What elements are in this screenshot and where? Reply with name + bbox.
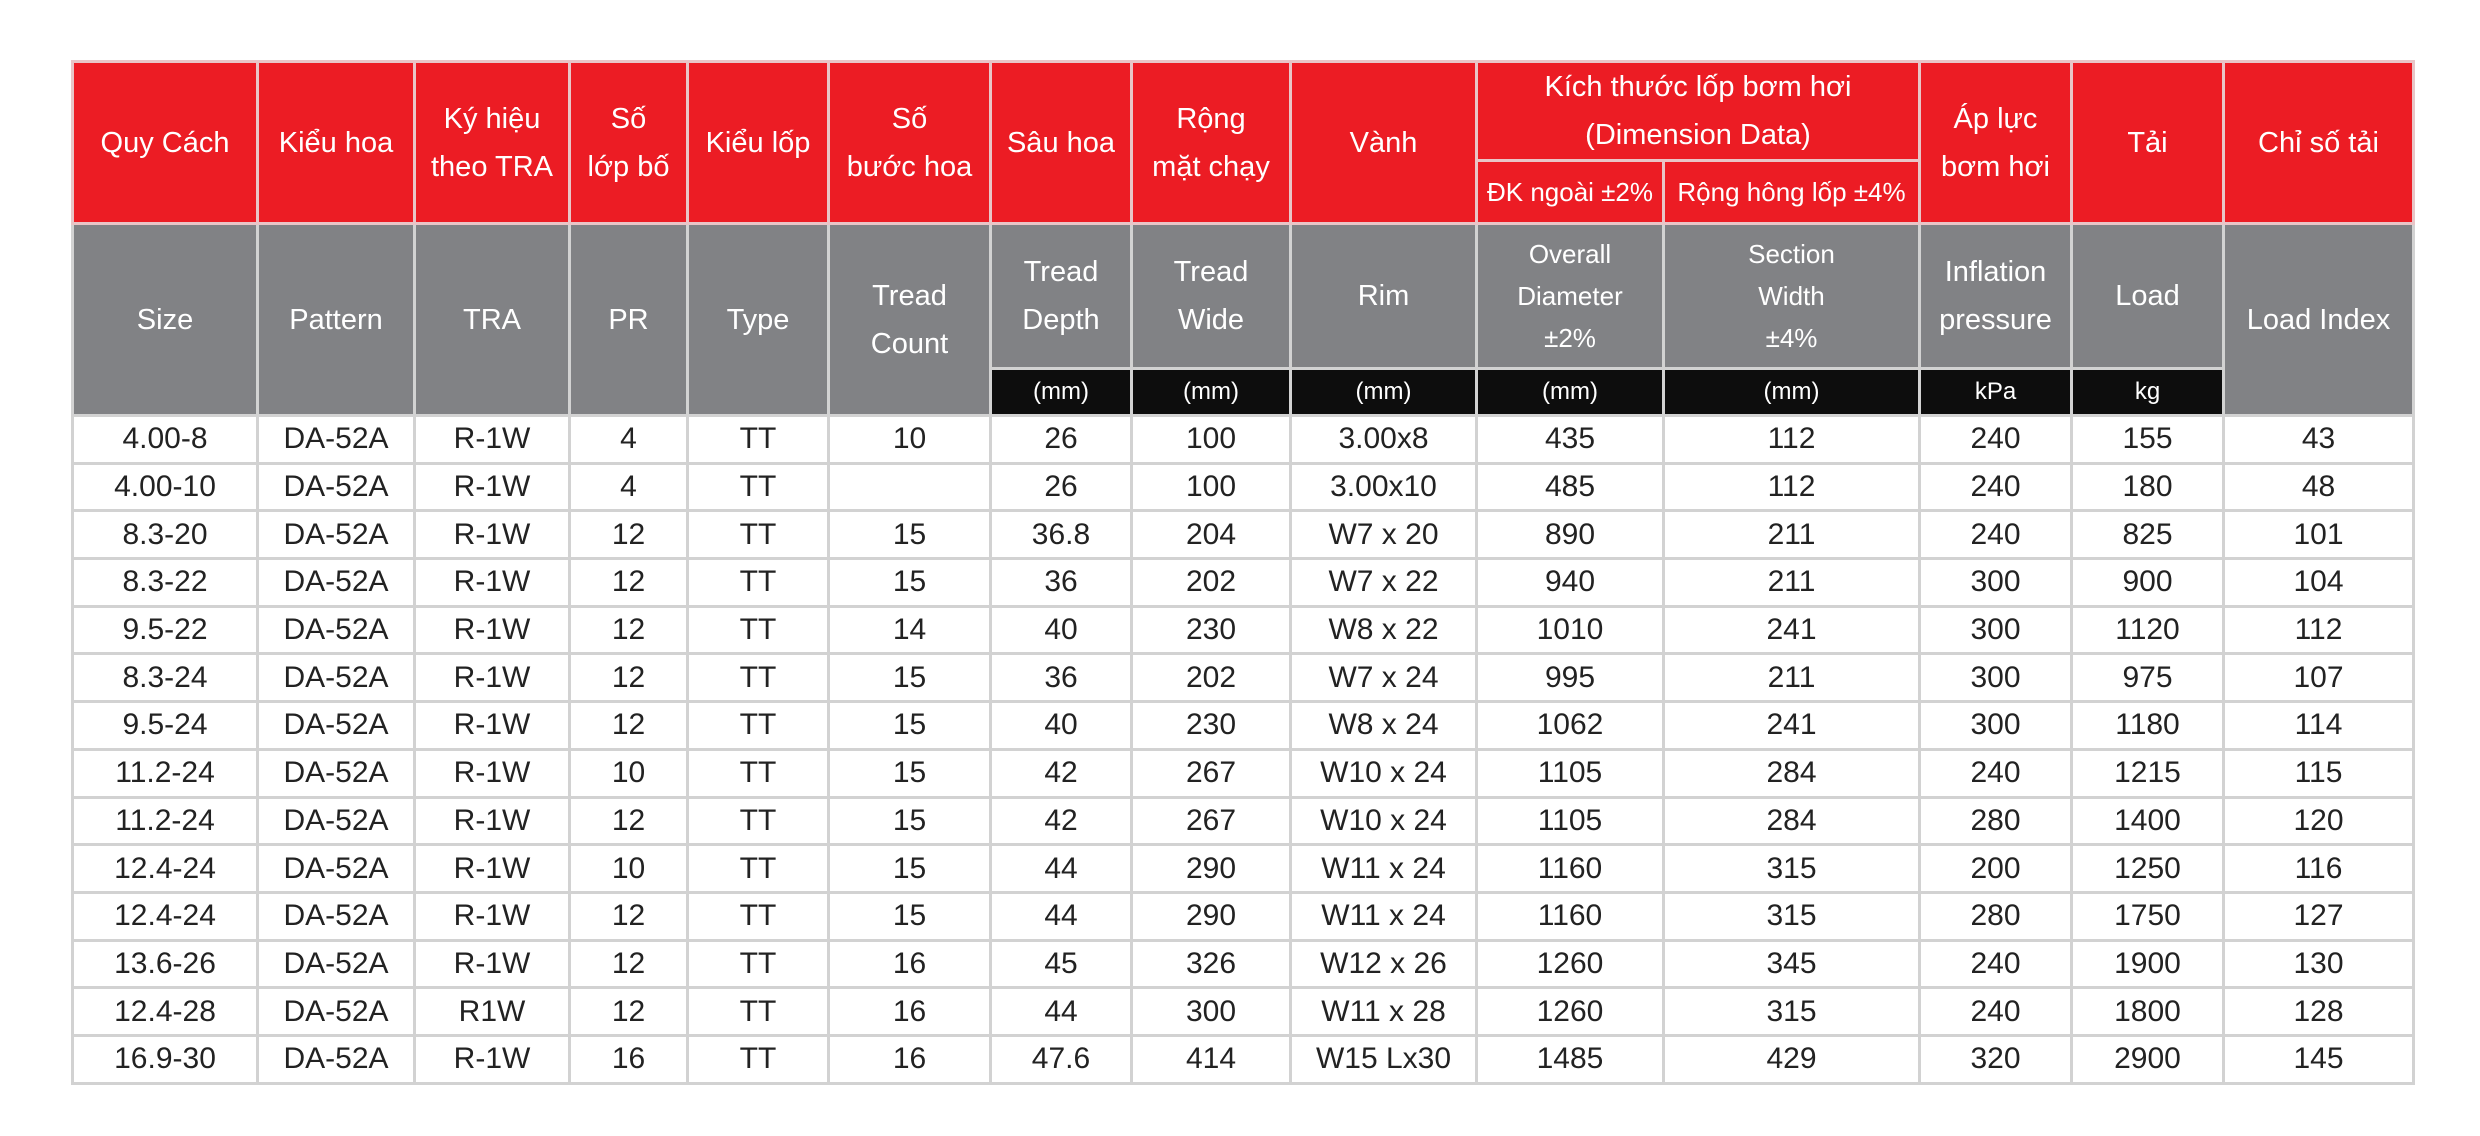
- cell-tra: R-1W: [415, 559, 570, 607]
- cell-tread-wide: 326: [1132, 940, 1291, 988]
- cell-tread-count: 16: [829, 988, 991, 1036]
- cell-tread-depth: 36: [991, 654, 1132, 702]
- header-row-vi: [73, 62, 2414, 161]
- table-row: [73, 654, 2414, 702]
- cell-tra: R-1W: [415, 749, 570, 797]
- cell-tread-count: 15: [829, 797, 991, 845]
- cell-type: TT: [688, 797, 829, 845]
- cell-rim: W8 x 24: [1291, 702, 1477, 750]
- cell-size: 8.3-20: [73, 511, 258, 559]
- cell-pr: 10: [570, 749, 688, 797]
- header-en-tread-wide: Tread Wide: [1132, 224, 1291, 369]
- cell-rim: W7 x 20: [1291, 511, 1477, 559]
- cell-pr: 12: [570, 606, 688, 654]
- cell-inflation: 300: [1920, 559, 2072, 607]
- table-row: [73, 463, 2414, 511]
- cell-section-width: 315: [1664, 845, 1920, 893]
- cell-tread-wide: 290: [1132, 845, 1291, 893]
- cell-pattern: DA-52A: [258, 702, 415, 750]
- cell-section-width: 284: [1664, 797, 1920, 845]
- cell-load-index: 130: [2224, 940, 2414, 988]
- cell-overall-diameter: 1160: [1477, 892, 1664, 940]
- table-row: [73, 559, 2414, 607]
- table-row: [73, 606, 2414, 654]
- cell-load: 180: [2072, 463, 2224, 511]
- header-vi-inflation: Áp lực bơm hơi: [1920, 62, 2072, 224]
- table-row: [73, 988, 2414, 1036]
- cell-overall-diameter: 1010: [1477, 606, 1664, 654]
- cell-size: 8.3-22: [73, 559, 258, 607]
- cell-pattern: DA-52A: [258, 559, 415, 607]
- cell-pr: 4: [570, 463, 688, 511]
- cell-rim: W7 x 22: [1291, 559, 1477, 607]
- cell-type: TT: [688, 892, 829, 940]
- cell-load-index: 120: [2224, 797, 2414, 845]
- table-row: [73, 1035, 2414, 1083]
- cell-rim: 3.00x10: [1291, 463, 1477, 511]
- cell-pattern: DA-52A: [258, 988, 415, 1036]
- cell-tread-count: 16: [829, 940, 991, 988]
- header-vi-type: Kiểu lốp: [688, 62, 829, 224]
- cell-type: TT: [688, 845, 829, 893]
- cell-inflation: 240: [1920, 940, 2072, 988]
- cell-overall-diameter: 1485: [1477, 1035, 1664, 1083]
- cell-load: 900: [2072, 559, 2224, 607]
- table-row: [73, 511, 2414, 559]
- cell-load-index: 127: [2224, 892, 2414, 940]
- cell-tread-count: 15: [829, 511, 991, 559]
- header-en-pattern: Pattern: [258, 224, 415, 416]
- cell-overall-diameter: 995: [1477, 654, 1664, 702]
- cell-load: 825: [2072, 511, 2224, 559]
- cell-load-index: 114: [2224, 702, 2414, 750]
- cell-inflation: 320: [1920, 1035, 2072, 1083]
- cell-section-width: 429: [1664, 1035, 1920, 1083]
- cell-rim: W12 x 26: [1291, 940, 1477, 988]
- cell-load-index: 145: [2224, 1035, 2414, 1083]
- cell-pr: 12: [570, 940, 688, 988]
- cell-type: TT: [688, 463, 829, 511]
- cell-tra: R-1W: [415, 940, 570, 988]
- cell-tra: R-1W: [415, 463, 570, 511]
- cell-section-width: 315: [1664, 892, 1920, 940]
- header-vi-tread-count: Số bước hoa: [829, 62, 991, 224]
- cell-pr: 12: [570, 797, 688, 845]
- cell-tread-wide: 230: [1132, 606, 1291, 654]
- cell-type: TT: [688, 940, 829, 988]
- cell-pr: 12: [570, 988, 688, 1036]
- cell-tread-wide: 300: [1132, 988, 1291, 1036]
- cell-pr: 12: [570, 654, 688, 702]
- header-en-size: Size: [73, 224, 258, 416]
- header-vi-tra: Ký hiệu theo TRA: [415, 62, 570, 224]
- unit-overall-diameter: (mm): [1477, 369, 1664, 416]
- cell-load-index: 116: [2224, 845, 2414, 893]
- unit-load: kg: [2072, 369, 2224, 416]
- cell-tread-depth: 40: [991, 606, 1132, 654]
- table-row: [73, 797, 2414, 845]
- cell-size: 16.9-30: [73, 1035, 258, 1083]
- cell-tread-depth: 40: [991, 702, 1132, 750]
- cell-tread-wide: 100: [1132, 463, 1291, 511]
- cell-pattern: DA-52A: [258, 749, 415, 797]
- cell-tra: R-1W: [415, 702, 570, 750]
- cell-pattern: DA-52A: [258, 797, 415, 845]
- cell-section-width: 241: [1664, 606, 1920, 654]
- cell-tread-count: 15: [829, 654, 991, 702]
- cell-overall-diameter: 940: [1477, 559, 1664, 607]
- header-en-tread-depth: Tread Depth: [991, 224, 1132, 369]
- cell-overall-diameter: 1105: [1477, 749, 1664, 797]
- header-vi-size: Quy Cách: [73, 62, 258, 224]
- cell-tread-count: 15: [829, 749, 991, 797]
- cell-tread-wide: 290: [1132, 892, 1291, 940]
- cell-pattern: DA-52A: [258, 416, 415, 464]
- cell-tread-wide: 267: [1132, 797, 1291, 845]
- cell-pr: 4: [570, 416, 688, 464]
- cell-tread-depth: 45: [991, 940, 1132, 988]
- unit-tread-wide: (mm): [1132, 369, 1291, 416]
- cell-rim: W15 Lx30: [1291, 1035, 1477, 1083]
- cell-type: TT: [688, 416, 829, 464]
- cell-tread-wide: 267: [1132, 749, 1291, 797]
- cell-section-width: 211: [1664, 511, 1920, 559]
- cell-pr: 12: [570, 702, 688, 750]
- cell-tread-depth: 44: [991, 988, 1132, 1036]
- cell-tra: R-1W: [415, 845, 570, 893]
- cell-pattern: DA-52A: [258, 463, 415, 511]
- header-vi-section-width: Rộng hông lốp ±4%: [1664, 161, 1920, 224]
- cell-load-index: 43: [2224, 416, 2414, 464]
- cell-inflation: 280: [1920, 892, 2072, 940]
- cell-tread-depth: 36: [991, 559, 1132, 607]
- cell-size: 9.5-24: [73, 702, 258, 750]
- cell-load-index: 104: [2224, 559, 2414, 607]
- cell-tra: R-1W: [415, 511, 570, 559]
- header-en-section-width: Section Width ±4%: [1664, 224, 1920, 369]
- cell-load: 1215: [2072, 749, 2224, 797]
- cell-overall-diameter: 1260: [1477, 940, 1664, 988]
- cell-section-width: 241: [1664, 702, 1920, 750]
- cell-tread-depth: 42: [991, 797, 1132, 845]
- table-row: [73, 940, 2414, 988]
- cell-pattern: DA-52A: [258, 940, 415, 988]
- cell-load-index: 101: [2224, 511, 2414, 559]
- header-en-load: Load: [2072, 224, 2224, 369]
- cell-tread-count: 15: [829, 845, 991, 893]
- cell-type: TT: [688, 702, 829, 750]
- cell-type: TT: [688, 1035, 829, 1083]
- cell-inflation: 240: [1920, 749, 2072, 797]
- cell-inflation: 300: [1920, 702, 2072, 750]
- cell-rim: W11 x 28: [1291, 988, 1477, 1036]
- cell-pr: 16: [570, 1035, 688, 1083]
- cell-tread-wide: 230: [1132, 702, 1291, 750]
- cell-pattern: DA-52A: [258, 892, 415, 940]
- header-vi-rim: Vành: [1291, 62, 1477, 224]
- cell-overall-diameter: 1062: [1477, 702, 1664, 750]
- cell-tread-count: 15: [829, 559, 991, 607]
- cell-overall-diameter: 1160: [1477, 845, 1664, 893]
- cell-section-width: 211: [1664, 559, 1920, 607]
- header-vi-load: Tải: [2072, 62, 2224, 224]
- cell-pattern: DA-52A: [258, 511, 415, 559]
- header-en-type: Type: [688, 224, 829, 416]
- cell-overall-diameter: 435: [1477, 416, 1664, 464]
- cell-inflation: 200: [1920, 845, 2072, 893]
- cell-load: 2900: [2072, 1035, 2224, 1083]
- header-vi-pr: Số lớp bố: [570, 62, 688, 224]
- cell-inflation: 300: [1920, 654, 2072, 702]
- unit-rim: (mm): [1291, 369, 1477, 416]
- cell-load-index: 48: [2224, 463, 2414, 511]
- cell-section-width: 112: [1664, 463, 1920, 511]
- cell-tread-depth: 26: [991, 416, 1132, 464]
- header-en-tra: TRA: [415, 224, 570, 416]
- header-vi-tread-wide: Rộng mặt chạy: [1132, 62, 1291, 224]
- unit-inflation: kPa: [1920, 369, 2072, 416]
- cell-inflation: 240: [1920, 988, 2072, 1036]
- table-row: [73, 845, 2414, 893]
- cell-load: 1400: [2072, 797, 2224, 845]
- cell-overall-diameter: 1105: [1477, 797, 1664, 845]
- cell-overall-diameter: 1260: [1477, 988, 1664, 1036]
- cell-tread-wide: 202: [1132, 559, 1291, 607]
- cell-tread-count: 16: [829, 1035, 991, 1083]
- cell-load-index: 112: [2224, 606, 2414, 654]
- cell-tra: R-1W: [415, 606, 570, 654]
- cell-tread-depth: 36.8: [991, 511, 1132, 559]
- cell-inflation: 280: [1920, 797, 2072, 845]
- cell-load-index: 128: [2224, 988, 2414, 1036]
- header-en-overall-diameter: Overall Diameter ±2%: [1477, 224, 1664, 369]
- cell-type: TT: [688, 749, 829, 797]
- cell-pr: 10: [570, 845, 688, 893]
- cell-type: TT: [688, 988, 829, 1036]
- cell-load: 1250: [2072, 845, 2224, 893]
- table-row: [73, 416, 2414, 464]
- cell-pattern: DA-52A: [258, 1035, 415, 1083]
- cell-section-width: 315: [1664, 988, 1920, 1036]
- cell-size: 4.00-10: [73, 463, 258, 511]
- cell-size: 12.4-24: [73, 892, 258, 940]
- cell-size: 11.2-24: [73, 749, 258, 797]
- cell-tread-wide: 204: [1132, 511, 1291, 559]
- cell-tread-wide: 414: [1132, 1035, 1291, 1083]
- tire-spec-table: [71, 60, 2415, 1085]
- header-en-load-index: Load Index: [2224, 224, 2414, 416]
- cell-type: TT: [688, 606, 829, 654]
- cell-tread-depth: 47.6: [991, 1035, 1132, 1083]
- cell-rim: W11 x 24: [1291, 892, 1477, 940]
- cell-rim: W10 x 24: [1291, 749, 1477, 797]
- cell-inflation: 300: [1920, 606, 2072, 654]
- cell-tra: R-1W: [415, 892, 570, 940]
- unit-section-width: (mm): [1664, 369, 1920, 416]
- cell-load-index: 107: [2224, 654, 2414, 702]
- cell-tread-count: 10: [829, 416, 991, 464]
- cell-pattern: DA-52A: [258, 654, 415, 702]
- cell-tread-depth: 44: [991, 845, 1132, 893]
- cell-rim: W10 x 24: [1291, 797, 1477, 845]
- cell-tread-wide: 202: [1132, 654, 1291, 702]
- cell-inflation: 240: [1920, 416, 2072, 464]
- unit-tread-depth: (mm): [991, 369, 1132, 416]
- header-en-rim: Rim: [1291, 224, 1477, 369]
- cell-inflation: 240: [1920, 463, 2072, 511]
- cell-tread-count: 15: [829, 702, 991, 750]
- cell-tread-count: 14: [829, 606, 991, 654]
- cell-inflation: 240: [1920, 511, 2072, 559]
- cell-section-width: 284: [1664, 749, 1920, 797]
- cell-load: 1750: [2072, 892, 2224, 940]
- cell-type: TT: [688, 559, 829, 607]
- cell-tread-depth: 42: [991, 749, 1132, 797]
- header-row-en: [73, 224, 2414, 369]
- cell-rim: W7 x 24: [1291, 654, 1477, 702]
- cell-pattern: DA-52A: [258, 606, 415, 654]
- cell-rim: 3.00x8: [1291, 416, 1477, 464]
- cell-size: 8.3-24: [73, 654, 258, 702]
- cell-overall-diameter: 485: [1477, 463, 1664, 511]
- cell-tra: R-1W: [415, 797, 570, 845]
- cell-load: 1120: [2072, 606, 2224, 654]
- header-vi-tread-depth: Sâu hoa: [991, 62, 1132, 224]
- cell-tra: R1W: [415, 988, 570, 1036]
- cell-load: 975: [2072, 654, 2224, 702]
- cell-section-width: 112: [1664, 416, 1920, 464]
- header-vi-load-index: Chỉ số tải: [2224, 62, 2414, 224]
- cell-rim: W11 x 24: [1291, 845, 1477, 893]
- cell-tra: R-1W: [415, 654, 570, 702]
- header-vi-overall-diameter: ĐK ngoài ±2%: [1477, 161, 1664, 224]
- cell-type: TT: [688, 511, 829, 559]
- table-row: [73, 892, 2414, 940]
- cell-size: 12.4-24: [73, 845, 258, 893]
- cell-pr: 12: [570, 511, 688, 559]
- cell-size: 11.2-24: [73, 797, 258, 845]
- cell-rim: W8 x 22: [1291, 606, 1477, 654]
- cell-type: TT: [688, 654, 829, 702]
- cell-load: 155: [2072, 416, 2224, 464]
- cell-load-index: 115: [2224, 749, 2414, 797]
- cell-pattern: DA-52A: [258, 845, 415, 893]
- cell-pr: 12: [570, 559, 688, 607]
- cell-load: 1180: [2072, 702, 2224, 750]
- cell-size: 12.4-28: [73, 988, 258, 1036]
- cell-load: 1800: [2072, 988, 2224, 1036]
- cell-tread-wide: 100: [1132, 416, 1291, 464]
- cell-size: 4.00-8: [73, 416, 258, 464]
- cell-pr: 12: [570, 892, 688, 940]
- cell-overall-diameter: 890: [1477, 511, 1664, 559]
- header-en-tread-count: Tread Count: [829, 224, 991, 416]
- table-row: [73, 749, 2414, 797]
- cell-tread-count: 15: [829, 892, 991, 940]
- cell-load: 1900: [2072, 940, 2224, 988]
- header-en-inflation: Inflation pressure: [1920, 224, 2072, 369]
- cell-size: 13.6-26: [73, 940, 258, 988]
- cell-tread-count: [829, 463, 991, 511]
- cell-section-width: 211: [1664, 654, 1920, 702]
- table-row: [73, 702, 2414, 750]
- cell-tread-depth: 44: [991, 892, 1132, 940]
- cell-size: 9.5-22: [73, 606, 258, 654]
- cell-tra: R-1W: [415, 1035, 570, 1083]
- cell-tread-depth: 26: [991, 463, 1132, 511]
- header-vi-pattern: Kiểu hoa: [258, 62, 415, 224]
- header-vi-dimension: Kích thước lốp bơm hơi (Dimension Data): [1477, 62, 1920, 161]
- cell-tra: R-1W: [415, 416, 570, 464]
- header-en-pr: PR: [570, 224, 688, 416]
- cell-section-width: 345: [1664, 940, 1920, 988]
